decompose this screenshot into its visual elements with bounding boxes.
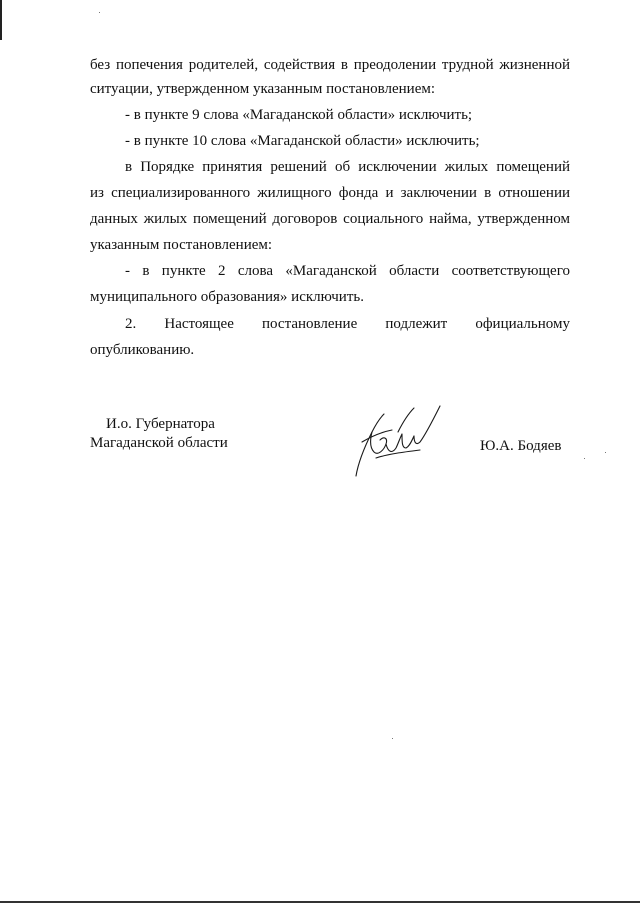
scan-speck bbox=[584, 458, 585, 459]
scan-edge-mark bbox=[0, 0, 2, 40]
list-item: - в пункте 10 слова «Магаданской области» исключить; bbox=[125, 133, 480, 149]
body-line: без попечения родителей, содействия в преодолении трудной жизненной bbox=[90, 57, 570, 73]
handwritten-signature bbox=[348, 402, 444, 478]
page-bottom-edge bbox=[0, 901, 640, 903]
scan-speck bbox=[605, 452, 606, 453]
signatory-position-line1: И.о. Губернатора bbox=[106, 416, 215, 432]
signatory-name: Ю.А. Бодяев bbox=[480, 438, 562, 454]
body-line: в Порядке принятия решений об исключении жилых помещений bbox=[125, 159, 570, 175]
body-line: из специализированного жилищного фонда и заключении в отношении bbox=[90, 185, 570, 201]
body-line: 2. Настоящее постановление подлежит официальному bbox=[125, 316, 570, 332]
body-line: данных жилых помещений договоров социального найма, утвержденном bbox=[90, 211, 570, 227]
list-item: - в пункте 9 слова «Магаданской области» исключить; bbox=[125, 107, 473, 123]
list-item: - в пункте 2 слова «Магаданской области соответствующего bbox=[125, 263, 570, 279]
scan-speck bbox=[392, 738, 393, 739]
body-line: указанным постановлением: bbox=[90, 237, 273, 253]
body-line: опубликованию. bbox=[90, 342, 195, 358]
scan-speck bbox=[99, 12, 100, 13]
body-line: ситуации, утвержденном указанным постановлением: bbox=[90, 81, 436, 97]
signatory-position-line2: Магаданской области bbox=[90, 435, 228, 451]
body-line: муниципального образования» исключить. bbox=[90, 289, 364, 305]
